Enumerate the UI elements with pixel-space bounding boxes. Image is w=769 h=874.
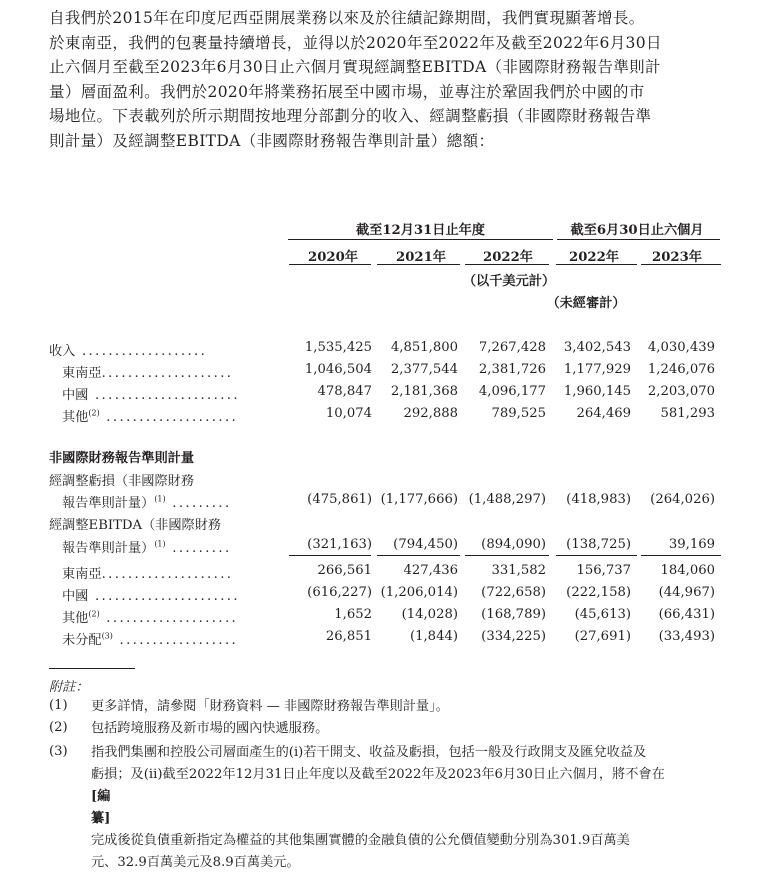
- value-cell: (722,658): [481, 585, 546, 600]
- adj-ebitda-label-line2: 報告準則計量）$^{(1)}$ .........: [62, 539, 232, 556]
- adj-loss-label-line2: 報告準則計量）$^{(1)}$ .........: [62, 494, 232, 511]
- value-cell: 1,246,076: [647, 362, 715, 377]
- group-header-six-months: 截至6月30日止六個月: [570, 223, 704, 238]
- value-cell: (44,967): [658, 585, 715, 600]
- value-cell: 39,169: [668, 537, 715, 552]
- year-rule: [556, 264, 637, 265]
- row-label-sea-revenue: 東南亞....................: [62, 366, 234, 381]
- value-cell: 10,074: [325, 406, 372, 421]
- value-cell: 331,582: [491, 563, 546, 578]
- intro-line: 場地位。下表載列於所示期間按地理分部劃分的收入、經調整虧損（非國際財務報告準: [49, 107, 652, 125]
- value-cell: 1,960,145: [563, 384, 631, 399]
- row-label-other-revenue: 其他$^{(2)}$ ....................: [62, 408, 239, 425]
- note-number: (2): [49, 720, 68, 735]
- value-cell: (321,163): [307, 537, 372, 552]
- value-cell: (27,691): [574, 629, 631, 644]
- value-cell: 184,060: [660, 563, 715, 578]
- group-header-rule: [557, 239, 720, 240]
- group-header-rule: [288, 239, 553, 240]
- row-label-sea-ebitda: 東南亞....................: [62, 567, 234, 582]
- ebitda-total-rule: [377, 555, 460, 556]
- value-cell: 4,851,800: [390, 340, 458, 355]
- intro-line: 則計量）及經調整EBITDA（非國際財務報告準則計量）總額：: [49, 131, 495, 150]
- value-cell: (33,493): [658, 629, 715, 644]
- value-cell: 3,402,543: [563, 340, 631, 355]
- value-cell: 2,203,070: [647, 384, 715, 399]
- value-cell: 1,177,929: [563, 362, 631, 377]
- intro-line: 於東南亞，我們的包裹量持續增長，並得以於2020年至2022年及截至2022年6月30日: [49, 33, 662, 52]
- note-text: 包括跨境服務及新市場的國內快遞服務。: [91, 721, 329, 736]
- adj-ebitda-label-line1: 經調整EBITDA（非國際財務: [49, 518, 222, 533]
- value-cell: (334,225): [481, 629, 546, 644]
- value-cell: (418,983): [566, 492, 631, 507]
- year-header-2020: 2020年: [308, 250, 358, 265]
- notes-title: 附註：: [49, 680, 89, 695]
- value-cell: (1,177,666): [380, 492, 458, 507]
- value-cell: (1,844): [409, 629, 458, 644]
- ebitda-total-rule: [465, 555, 549, 556]
- row-label-unallocated: 未分配$^{(3)}$ ..................: [62, 631, 239, 648]
- value-cell: 26,851: [325, 629, 372, 644]
- value-cell: 1,535,425: [304, 340, 372, 355]
- year-header-2022-h1: 2022年: [569, 250, 619, 265]
- value-cell: (1,488,297): [468, 492, 546, 507]
- value-cell: (264,026): [650, 492, 715, 507]
- row-label-china-revenue: 中國 ......................: [62, 388, 240, 403]
- intro-paragraph: [49, 6, 719, 153]
- note-number: (1): [49, 698, 68, 713]
- value-cell: 7,267,428: [478, 340, 546, 355]
- value-cell: 789,525: [491, 406, 546, 421]
- value-cell: 156,737: [576, 563, 631, 578]
- group-header-full-year: 截至12月31日止年度: [355, 223, 485, 238]
- intro-line: 止六個月至截至2023年6月30日止六個月實現經調整EBITDA（非國際財務報告準則計: [49, 58, 661, 76]
- value-cell: 2,181,368: [390, 384, 458, 399]
- value-cell: (894,090): [481, 537, 546, 552]
- value-cell: 427,436: [403, 563, 458, 578]
- value-cell: 266,561: [317, 563, 372, 578]
- value-cell: (794,450): [393, 537, 458, 552]
- row-label-china-ebitda: 中國 ......................: [62, 589, 240, 604]
- unaudited-note: （未經審計）: [546, 296, 626, 311]
- value-cell: 581,293: [660, 406, 715, 421]
- value-cell: 2,381,726: [478, 362, 546, 377]
- value-cell: (616,227): [307, 585, 372, 600]
- value-cell: 4,096,177: [478, 384, 546, 399]
- value-cell: (222,158): [566, 585, 631, 600]
- row-label-revenue: 收入 ...................: [49, 344, 208, 359]
- notes-divider: [49, 668, 135, 669]
- value-cell: 264,469: [576, 406, 631, 421]
- value-cell: (138,725): [566, 537, 631, 552]
- row-label-other-ebitda: 其他$^{(2)}$ ....................: [62, 609, 239, 626]
- value-cell: 1,046,504: [304, 362, 372, 377]
- note-text: 指我們集團和控股公司層面產生的(i)若干開支、收益及虧損，包括一般及行政開支及匯兌收益及 虧損；及(ii)截至2022年12月31日止年度以及截至2022年及2023年6月30日止六個月，將不會在 [編 纂] 完成後從負債重新指定為權益的其他集團實體的金融負債的公允價值變動分別為301.9百萬美 元、32.9百萬美元及8.9百萬美元。: [91, 745, 665, 870]
- value-cell: (168,789): [481, 607, 546, 622]
- adj-loss-label-line1: 經調整虧損（非國際財務: [49, 474, 195, 489]
- value-cell: 4,030,439: [647, 340, 715, 355]
- value-cell: 292,888: [403, 406, 458, 421]
- non-ifrs-section-title: 非國際財務報告準則計量: [49, 451, 195, 466]
- year-header-2022: 2022年: [483, 250, 533, 265]
- year-rule: [289, 264, 371, 265]
- intro-line: 自我們於2015年在印度尼西亞開展業務以來及於往績記錄期間，我們實現顯著增長。: [49, 9, 645, 27]
- value-cell: (14,028): [401, 607, 458, 622]
- value-cell: (45,613): [574, 607, 631, 622]
- note-text: 更多詳情，請參閱「財務資料 — 非國際財務報告準則計量」。: [91, 699, 449, 714]
- year-rule: [641, 264, 721, 265]
- note-number: (3): [49, 744, 68, 759]
- value-cell: 1,652: [334, 607, 372, 622]
- value-cell: (1,206,014): [380, 585, 458, 600]
- ebitda-total-rule: [556, 555, 637, 556]
- year-rule: [465, 264, 549, 265]
- value-cell: (66,431): [658, 607, 715, 622]
- year-rule: [377, 264, 460, 265]
- year-header-2021: 2021年: [396, 250, 446, 265]
- ebitda-total-rule: [289, 555, 371, 556]
- value-cell: 478,847: [317, 384, 372, 399]
- value-cell: (475,861): [307, 492, 372, 507]
- year-header-2023-h1: 2023年: [652, 250, 702, 265]
- intro-line: 量）層面盈利。我們於2020年將業務拓展至中國市場，並專注於鞏固我們於中國的市: [49, 82, 645, 101]
- ebitda-total-rule: [641, 555, 721, 556]
- unit-note: （以千美元計）: [462, 274, 556, 289]
- value-cell: 2,377,544: [390, 362, 458, 377]
